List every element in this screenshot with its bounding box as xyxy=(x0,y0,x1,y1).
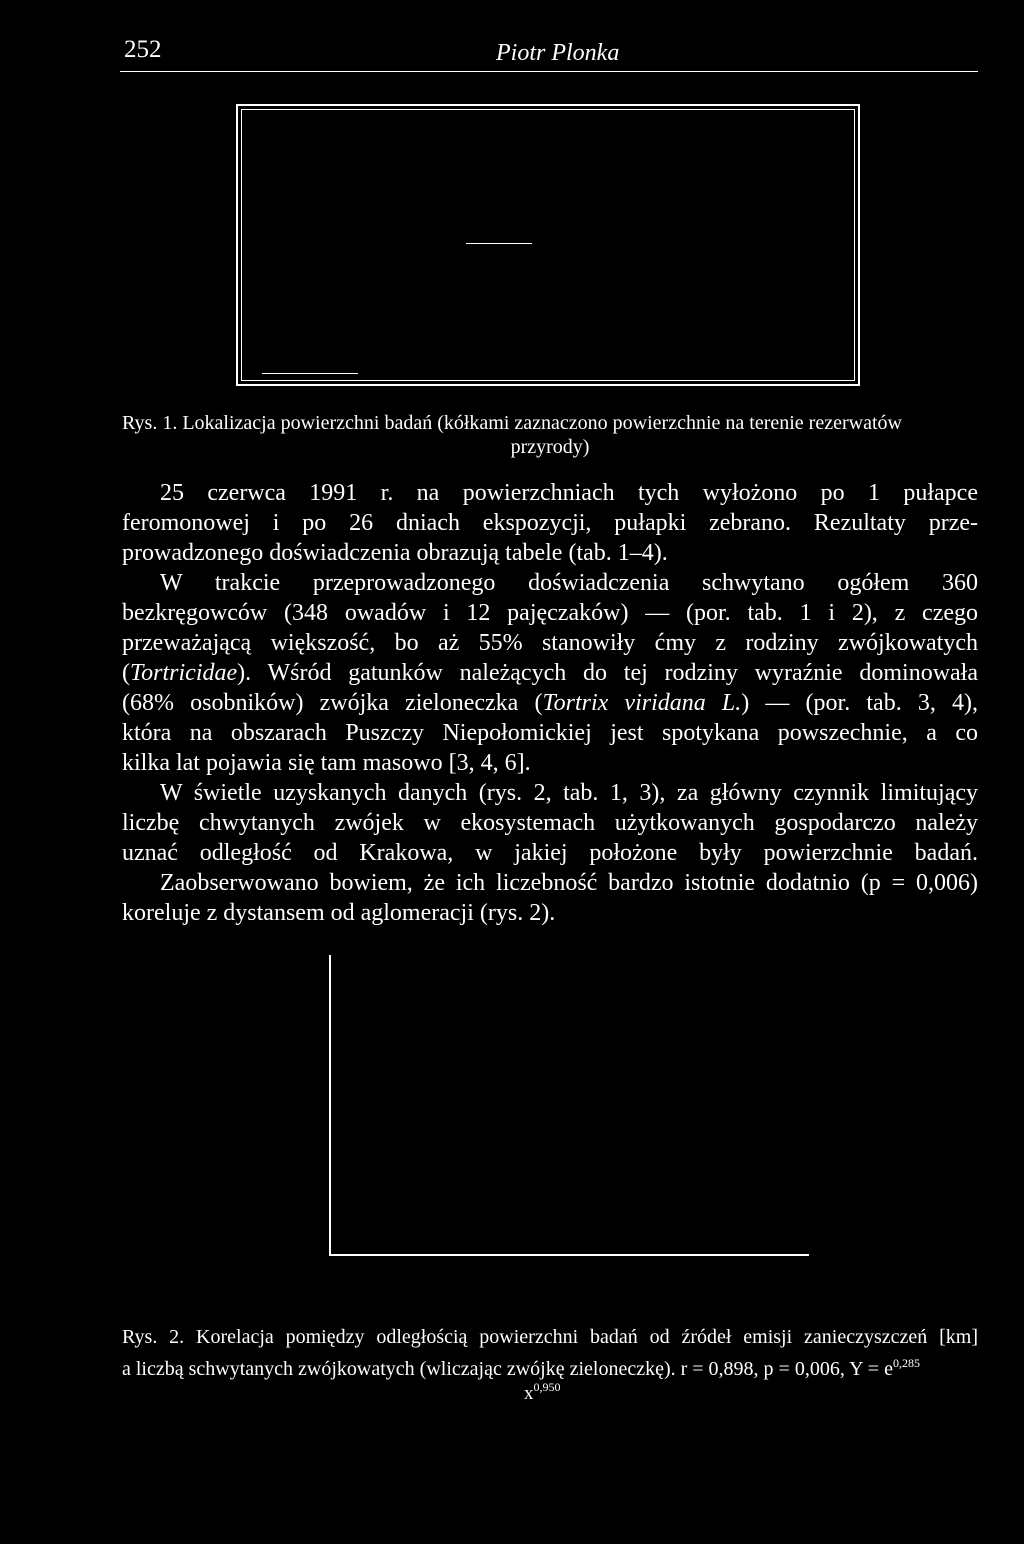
body-line xyxy=(122,688,978,718)
body-line: która na obszarach Puszczy Niepołomickiej jest spotykana powszechnie, a co xyxy=(122,720,978,746)
taxon-tortricidae: Tortricidae xyxy=(130,660,238,686)
formula-x-term xyxy=(524,1380,561,1405)
figure-1-map xyxy=(236,104,860,386)
figure-2-caption xyxy=(122,1324,978,1380)
body-line: W świetle uzyskanych danych (rys. 2, tab. 1, 3), za główny czynnik limitujący xyxy=(160,780,978,806)
body-line-8-rest: ) — (por. tab. 3, 4), xyxy=(741,690,978,716)
body-line: liczbę chwytanych zwójek w ekosystemach użytkowanych gospodarczo należy xyxy=(122,810,978,836)
figure-2-caption-line-2-text: a liczbą schwytanych zwójkowatych (wliczając zwójkę zieloneczkę). r = 0,898, p = 0,006, Y = e xyxy=(122,1358,893,1380)
figure-1-mark-upper xyxy=(466,243,532,244)
body-line: 25 czerwca 1991 r. na powierzchniach tych wyłożono po 1 pułapce xyxy=(160,480,978,506)
figure-1-caption-line-1: Rys. 1. Lokalizacja powierzchni badań (kółkami zaznaczono powierzchnie na terenie rezerwatów xyxy=(122,412,902,434)
figure-1-caption-line-2: przyrody) xyxy=(510,436,590,458)
body-line: koreluje z dystansem od aglomeracji (rys. 2). xyxy=(122,900,556,926)
body-line: W trakcie przeprowadzonego doświadczenia schwytano ogółem 360 xyxy=(160,570,978,596)
formula-exponent-e: 0,285 xyxy=(892,1356,920,1370)
body-text xyxy=(122,478,978,928)
taxon-tortrix-viridana: Tortrix viridana L. xyxy=(542,690,742,716)
running-head-author: Piotr Plonka xyxy=(496,40,620,66)
body-line: uznać odległość od Krakowa, w jakiej położone były powierzchnie badań. xyxy=(122,840,978,866)
header-rule xyxy=(120,71,978,72)
formula-x: x xyxy=(524,1383,534,1404)
page-number: 252 xyxy=(124,36,162,63)
body-line: (Tortricidae). Wśród gatunków należących do tej rodziny wyraźnie dominowała xyxy=(122,660,978,686)
body-line: Zaobserwowano bowiem, że ich liczebność bardzo istotnie dodatnio (p = 0,006) xyxy=(160,870,978,896)
body-line: feromonowej i po 26 dniach ekspozycji, pułapki zebrano. Rezultaty prze- xyxy=(122,510,978,536)
body-line-7-rest: ). Wśród gatunków należących do tej rodziny wyraźnie dominowała xyxy=(237,660,978,686)
figure-2-caption-line-2 xyxy=(122,1350,978,1380)
figure-2-caption-line-1: Rys. 2. Korelacja pomiędzy odległością powierzchni badań od źródeł emisji zanieczyszczeń [km] xyxy=(122,1326,978,1348)
body-line: przeważającą większość, bo aż 55% stanowiły ćmy z rodziny zwójkowatych xyxy=(122,630,978,656)
body-line-8-start: (68% osobników) zwójka zieloneczka ( xyxy=(122,690,543,716)
figure-1-mark-lower xyxy=(262,373,358,374)
figure-1-inner-border xyxy=(241,109,855,381)
figure-2-x-axis xyxy=(329,1254,809,1256)
figure-1-caption xyxy=(122,411,978,459)
formula-exponent-x: 0,950 xyxy=(533,1380,561,1394)
body-line: prowadzonego doświadczenia obrazują tabele (tab. 1–4). xyxy=(122,540,668,566)
body-line: kilka lat pojawia się tam masowo [3, 4, 6]. xyxy=(122,750,531,776)
body-line: bezkręgowców (348 owadów i 12 pajęczaków) — (por. tab. 1 i 2), z czego xyxy=(122,600,978,626)
figure-2-y-axis xyxy=(329,955,331,1255)
